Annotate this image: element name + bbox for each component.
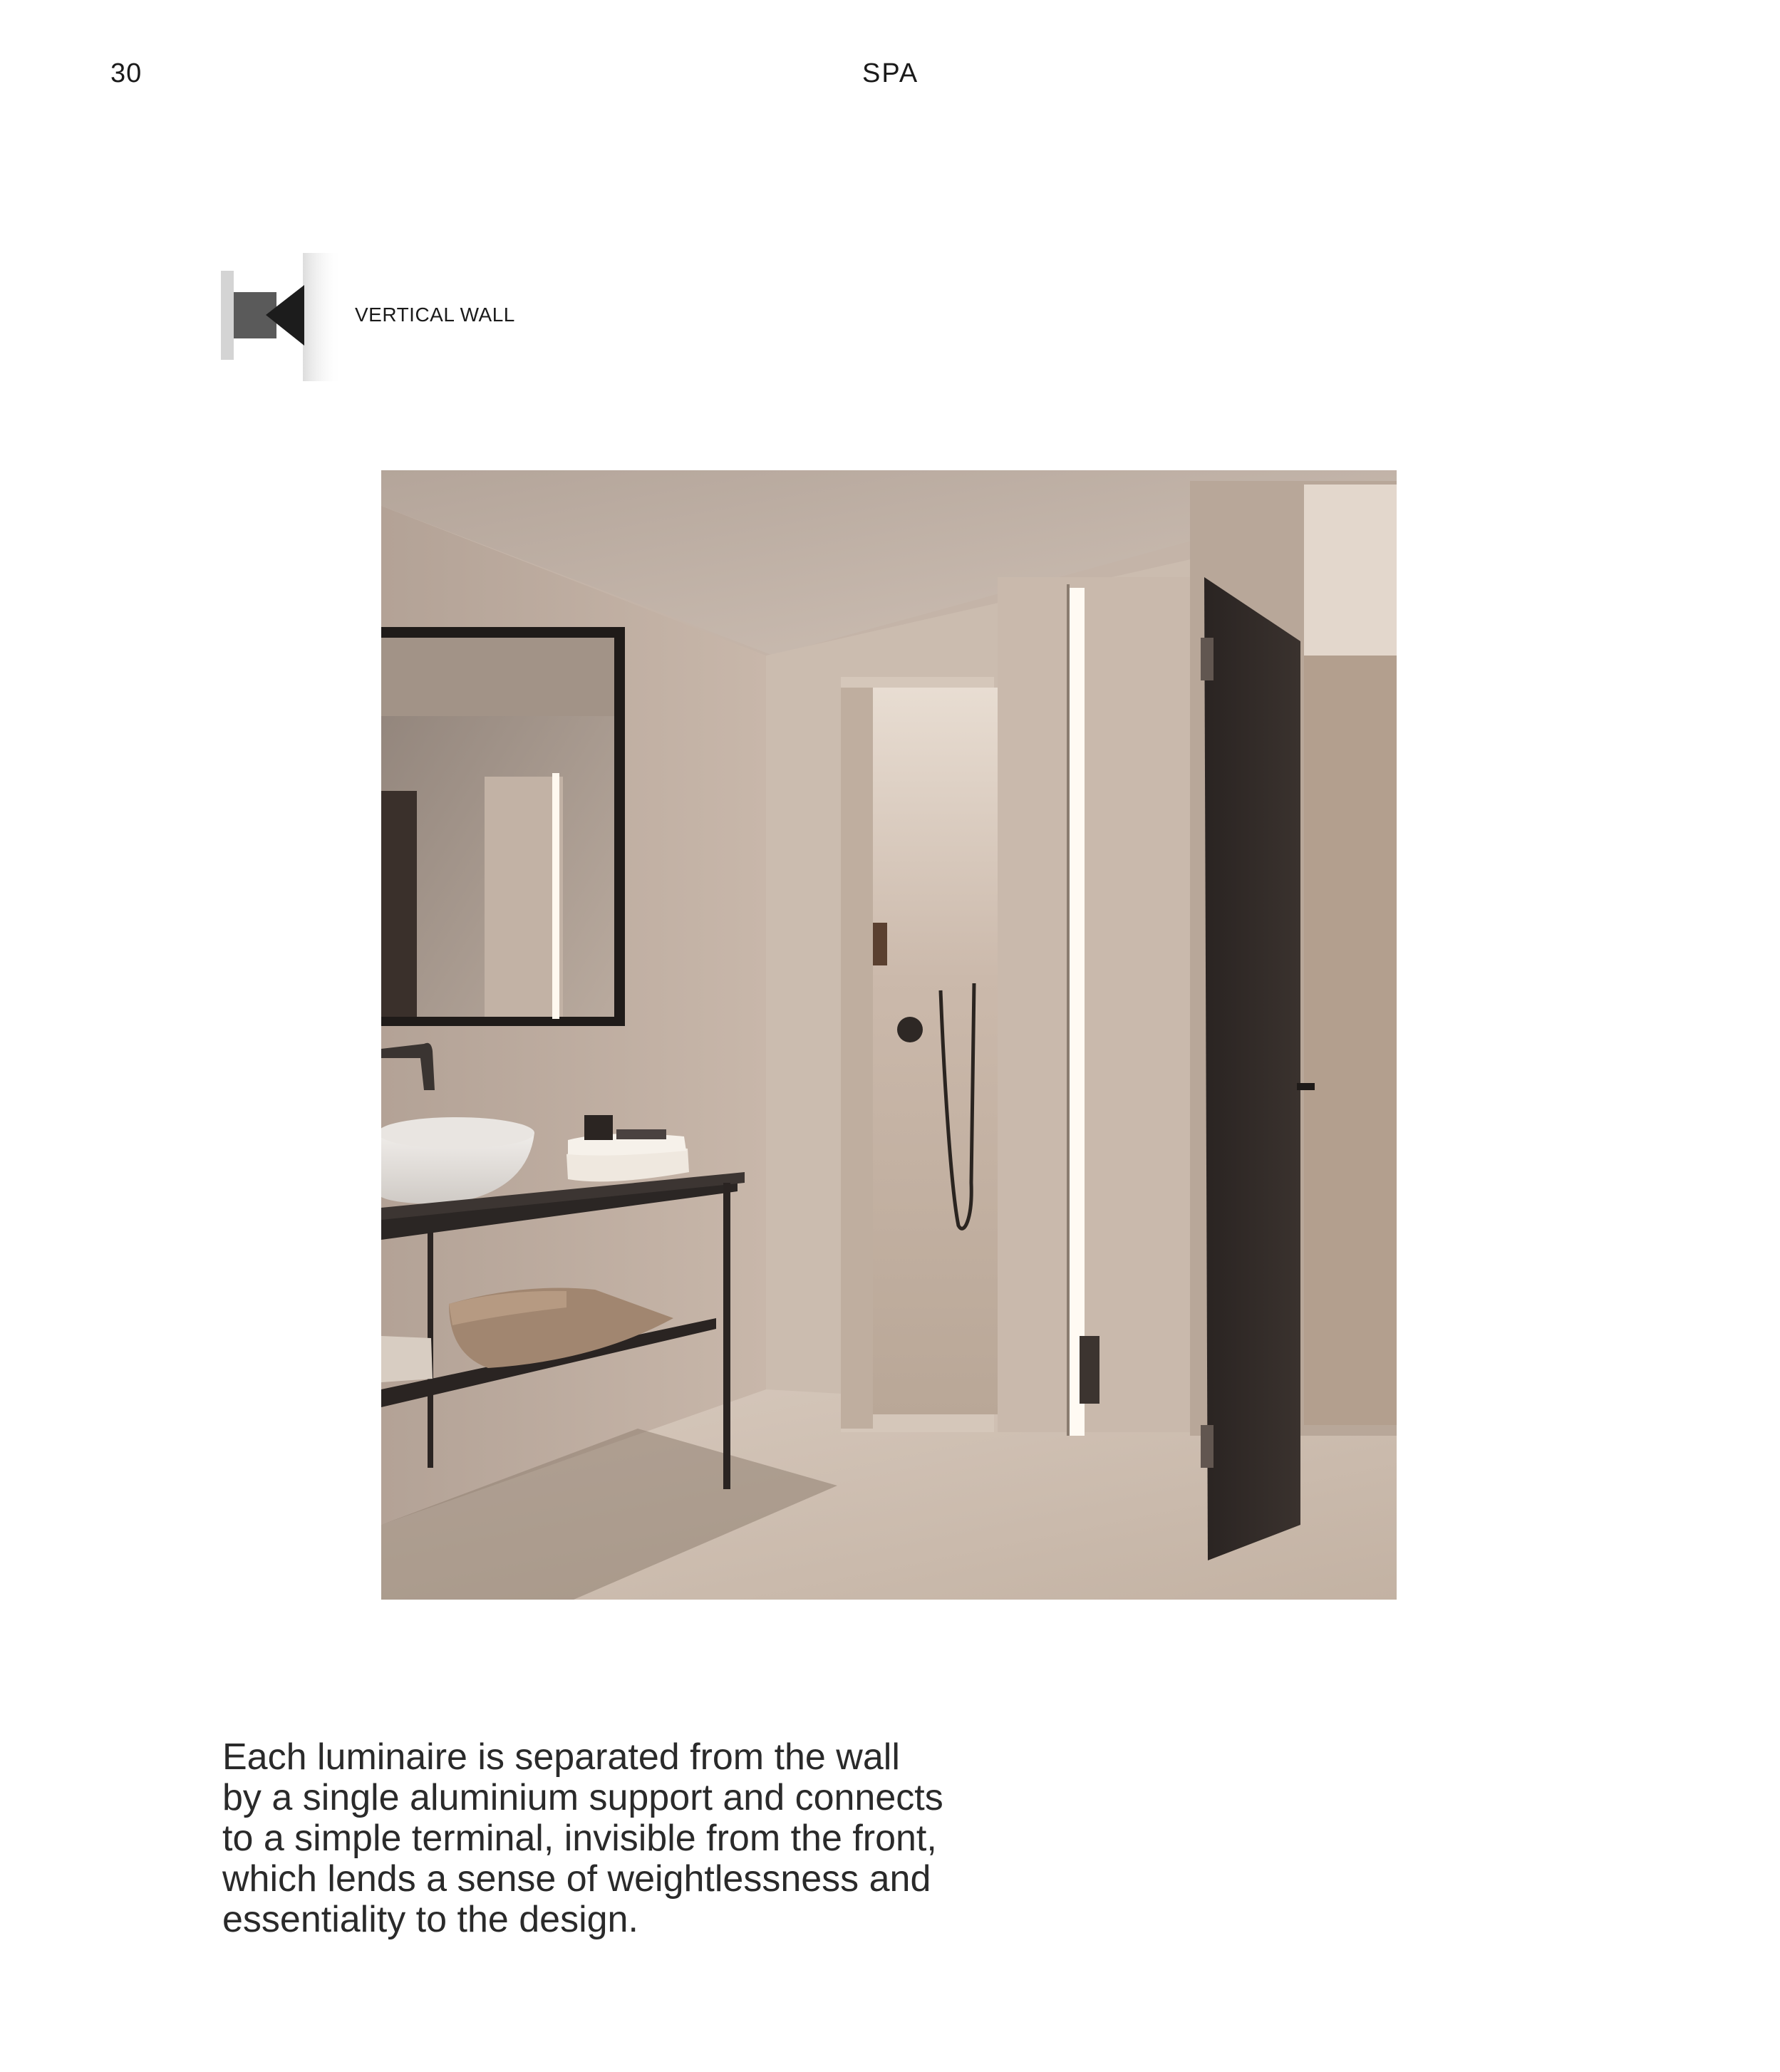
body-line: which lends a sense of weightlessness and: [222, 1858, 931, 1900]
bathroom-photo: [381, 470, 1397, 1600]
wall-mount-icon: [217, 249, 360, 385]
body-line: essentiality to the design.: [222, 1899, 638, 1940]
body-line: to a simple terminal, invisible from the front,: [222, 1818, 937, 1859]
body-text: [222, 1737, 1077, 1940]
page-number: 30: [110, 58, 143, 88]
mount-label: VERTICAL WALL: [355, 304, 515, 326]
section-title: SPA: [862, 58, 919, 88]
body-line: Each luminaire is separated from the wall: [222, 1736, 900, 1778]
body-line: by a single aluminium support and connects: [222, 1777, 943, 1818]
